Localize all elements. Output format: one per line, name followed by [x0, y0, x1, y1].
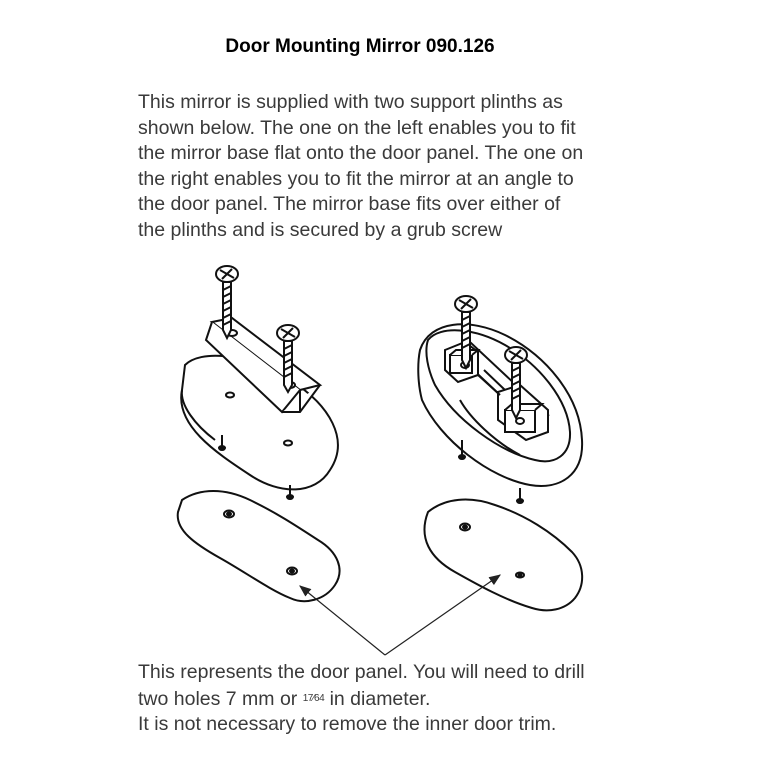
intro-line: shown below. The one on the left enables you to fit: [138, 116, 576, 139]
footer-line: This represents the door panel. You will need to drill: [138, 661, 585, 683]
intro-paragraph: [138, 90, 658, 243]
footer-line: It is not necessary to remove the inner door trim.: [138, 713, 557, 735]
door-panel-right: [424, 500, 582, 611]
intro-line: the plinths and is secured by a grub screw: [138, 218, 503, 241]
page-title: Door Mounting Mirror 090.126: [225, 36, 495, 57]
fraction: 17⁄64: [302, 692, 325, 704]
footer-line-suffix: in diameter.: [324, 687, 431, 710]
footer-line-prefix: two holes 7 mm or: [138, 687, 303, 710]
door-panel-left: [178, 491, 340, 601]
intro-line: This mirror is supplied with two support plinths as: [138, 91, 563, 113]
footer-note: [138, 660, 698, 738]
intro-line: the door panel. The mirror base fits over either of: [138, 193, 561, 215]
plinth-diagram: [0, 250, 768, 670]
intro-line: the right enables you to fit the mirror at an angle to: [138, 167, 574, 190]
footer-line: [138, 686, 698, 713]
intro-line: the mirror base flat onto the door panel. The one on: [138, 142, 584, 164]
